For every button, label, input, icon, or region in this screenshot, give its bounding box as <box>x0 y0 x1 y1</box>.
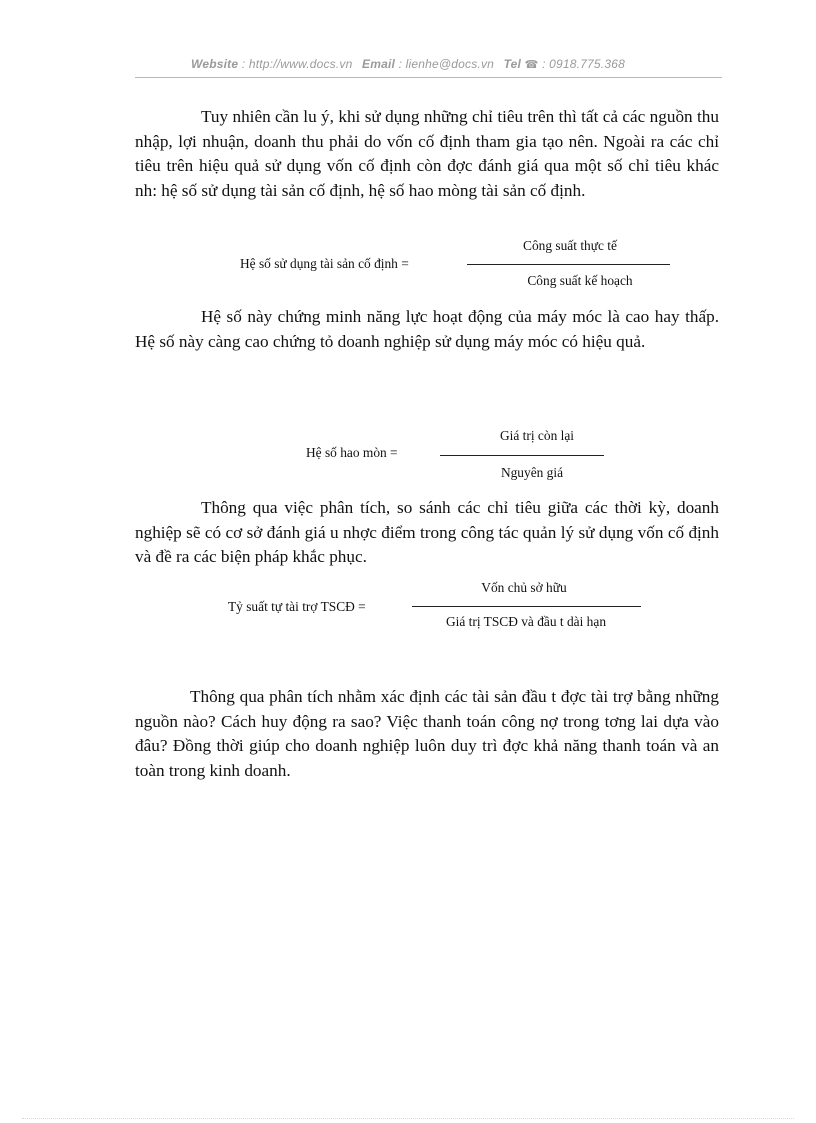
formula-1-label: Hệ số sử dụng tài sản cố định = <box>240 256 409 271</box>
formula-2-numerator: Giá trị còn lại <box>500 428 574 443</box>
header-divider <box>135 77 722 78</box>
formula-2-fraction-bar <box>440 455 604 456</box>
website-url[interactable]: : http://www.docs.vn <box>238 57 353 71</box>
formula-3-denominator: Giá trị TSCĐ và đầu t dài hạn <box>445 614 607 629</box>
tel-label: Tel <box>503 57 522 71</box>
paragraph-3: Thông qua việc phân tích, so sánh các chỉ tiêu giữa các thời kỳ, doanh nghiệp sẽ có cơ sở đánh giá u nhợc điểm trong công tác quản lý sử dụng vốn cố định và đề ra các biện pháp khắc phục. <box>135 498 719 566</box>
formula-3-label: Tỷ suất tự tài trợ TSCĐ = <box>228 599 366 614</box>
email-address[interactable]: : lienhe@docs.vn <box>395 57 495 71</box>
page-header <box>0 57 816 71</box>
paragraph-1: Tuy nhiên cần lu ý, khi sử dụng những chỉ tiêu trên thì tất cả các nguồn thu nhập, lợi nhuận, doanh thu phải do vốn cố định tham gia tạo nên. Ngoài ra các chỉ tiêu trên hiệu quả sử dụng vốn cố định còn đợc đánh giá qua một số chỉ tiêu khác nh: hệ số sử dụng tài sản cố định, hệ số hao mòng tài sản cố định. <box>135 107 719 200</box>
formula-2-label: Hệ số hao mòn = <box>306 445 398 460</box>
formula-3-fraction-bar <box>412 606 641 607</box>
phone-icon: ☎ <box>524 59 539 71</box>
formula-1-fraction-bar <box>467 264 670 265</box>
formula-1-denominator: Công suất kế hoạch <box>527 273 633 288</box>
formula-1-numerator: Công suất thực tế <box>523 238 617 253</box>
paragraph-4: Thông qua phân tích nhằm xác định các tài sản đầu t đợc tài trợ bằng những nguồn nào? Cách huy động ra sao? Việc thanh toán công nợ trong tơng lai dựa vào đâu? Đồng thời giúp cho doanh nghiệp luôn duy trì đợc khả năng thanh toán và an toàn trong kinh doanh. <box>135 687 719 780</box>
paragraph-2: Hệ số này chứng minh năng lực hoạt động của máy móc là cao hay thấp. Hệ số này càng cao chứng tỏ doanh nghiệp sử dụng máy móc có hiệu quả. <box>135 307 719 351</box>
tel-number: : 0918.775.368 <box>538 57 625 71</box>
formula-2-denominator: Nguyên giá <box>500 465 564 480</box>
email-label: Email <box>362 57 396 71</box>
footer-divider <box>22 1118 794 1119</box>
website-label: Website <box>191 57 239 71</box>
formula-3-numerator: Vốn chủ sở hữu <box>481 580 567 595</box>
